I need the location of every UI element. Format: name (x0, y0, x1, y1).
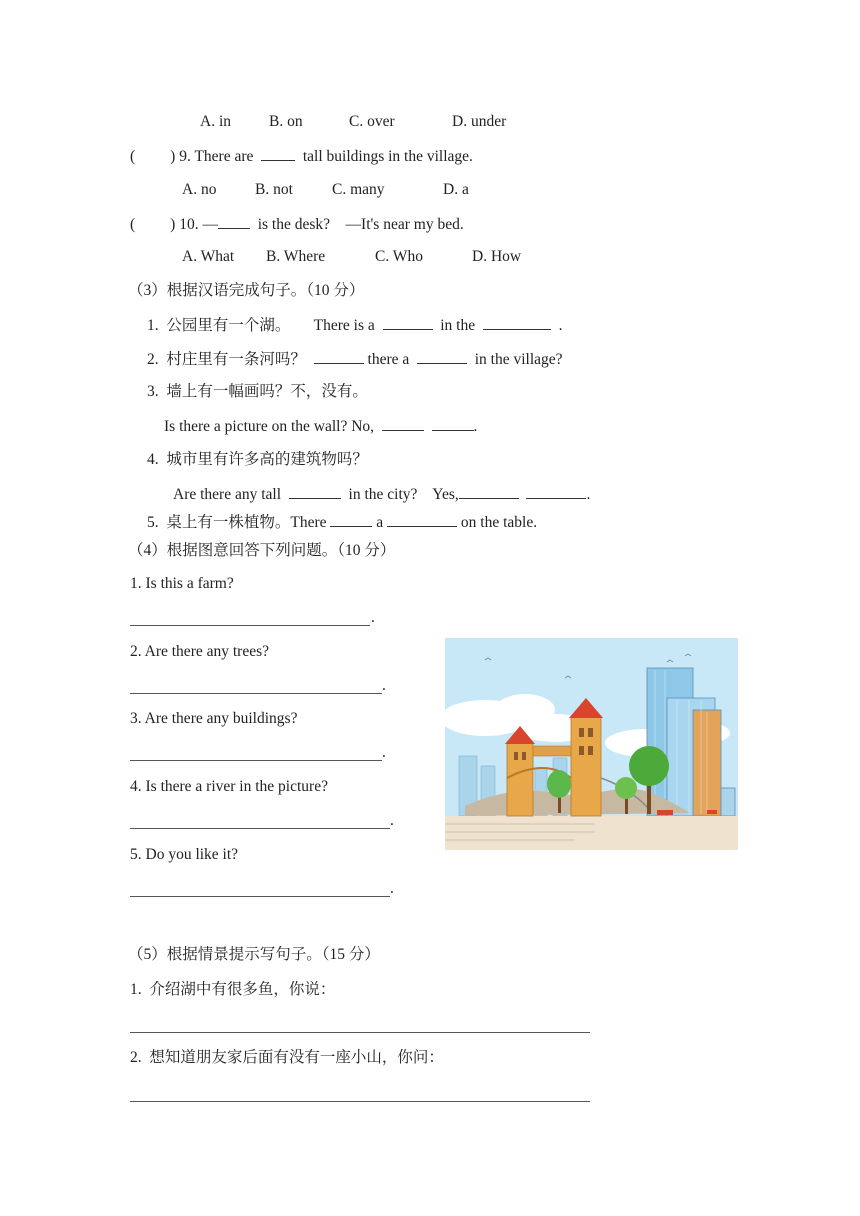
blank[interactable] (382, 416, 424, 431)
answer-line[interactable] (130, 692, 382, 694)
section-3-title: （3）根据汉语完成句子。（10 分） (128, 282, 365, 299)
q10-option-a: A. What (182, 248, 235, 265)
answer-line[interactable] (130, 895, 390, 897)
s3-item-5 (147, 512, 537, 533)
blank[interactable] (314, 349, 364, 364)
q8-option-d: D. under (452, 113, 507, 130)
blank[interactable] (483, 315, 551, 330)
q9-option-a: A. no (182, 181, 217, 198)
s3-item-3-cn: 3. 墙上有一幅画吗？不，没有。 (147, 383, 368, 400)
s3-2-a: there a (367, 351, 410, 368)
section-4-title: （4）根据图意回答下列问题。（10 分） (128, 542, 396, 559)
q9-tail: tall buildings in the village. (302, 148, 473, 165)
city-bridge-illustration (445, 638, 738, 850)
q10-line (130, 214, 464, 235)
q8-option-a: A. in (200, 113, 231, 130)
answer-line[interactable] (130, 624, 370, 626)
blank[interactable] (432, 416, 474, 431)
s3-5-cn: 5. 桌上有一株植物。There (147, 514, 327, 531)
section-5-title: （5）根据情景提示写句子。（15 分） (128, 946, 380, 963)
s3-3-en: Is there a picture on the wall? No, (164, 418, 375, 435)
period: . (371, 609, 375, 626)
s3-1-b: in the (440, 317, 476, 334)
q9-option-c: C. many (332, 181, 385, 198)
s3-item-3-en (164, 416, 477, 437)
period: . (382, 677, 386, 694)
s4-question-2: 2. Are there any trees? (130, 643, 270, 660)
period: . (390, 812, 394, 829)
answer-line[interactable] (130, 759, 382, 761)
blank[interactable] (417, 349, 467, 364)
answer-line[interactable] (130, 827, 390, 829)
s4-question-1: 1. Is this a farm? (130, 575, 234, 592)
paren-open: ( (130, 216, 136, 233)
q10-option-d: D. How (472, 248, 522, 265)
q9-line (130, 146, 473, 167)
blank[interactable] (387, 512, 457, 527)
q10-stem: 10. — (179, 216, 218, 233)
q10-reply: —It's near my bed. (345, 216, 464, 233)
s3-item-2 (147, 349, 563, 370)
s3-5-b: on the table. (460, 514, 538, 531)
q8-option-b: B. on (269, 113, 303, 130)
answer-line[interactable] (130, 1031, 590, 1033)
answer-line[interactable] (130, 1100, 590, 1102)
s3-4-b: in the city? Yes, (348, 486, 459, 503)
q10-option-b: B. Where (266, 248, 326, 265)
blank[interactable] (383, 315, 433, 330)
s3-4-end: . (586, 486, 591, 503)
s3-5-a: a (376, 514, 384, 531)
s3-2-b: in the village? (474, 351, 563, 368)
q9-option-d: D. a (443, 181, 469, 198)
q10-option-c: C. Who (375, 248, 423, 265)
s3-3-end: . (473, 418, 478, 435)
period: . (382, 744, 386, 761)
blank[interactable] (330, 512, 372, 527)
s4-question-5: 5. Do you like it? (130, 846, 239, 863)
s3-1-a: There is a (313, 317, 375, 334)
period: . (390, 880, 394, 897)
blank[interactable] (289, 484, 341, 499)
paren-close: ) (170, 148, 176, 165)
s5-question-1: 1. 介绍湖中有很多鱼，你说： (130, 981, 336, 998)
s3-item-1 (147, 315, 563, 336)
blank[interactable] (218, 214, 250, 229)
s3-item-4-cn: 4. 城市里有许多高的建筑物吗？ (147, 451, 368, 468)
paren-open: ( (130, 148, 136, 165)
s3-item-4-en (173, 484, 590, 505)
blank[interactable] (261, 146, 295, 161)
q10-mid: is the desk? (257, 216, 331, 233)
s4-question-3: 3. Are there any buildings? (130, 710, 298, 727)
blank[interactable] (526, 484, 586, 499)
s3-4-a: Are there any tall (173, 486, 282, 503)
s4-question-4: 4. Is there a river in the picture? (130, 778, 328, 795)
q9-stem: 9. There are (179, 148, 254, 165)
q9-option-b: B. not (255, 181, 293, 198)
s5-question-2: 2. 想知道朋友家后面有没有一座小山，你问： (130, 1049, 444, 1066)
blank[interactable] (459, 484, 519, 499)
s3-1-c: . (558, 317, 563, 334)
paren-close: ) (170, 216, 176, 233)
s3-2-cn: 2. 村庄里有一条河吗？ (147, 351, 306, 368)
q8-option-c: C. over (349, 113, 395, 130)
s3-1-cn: 1. 公园里有一个湖。 (147, 317, 291, 334)
